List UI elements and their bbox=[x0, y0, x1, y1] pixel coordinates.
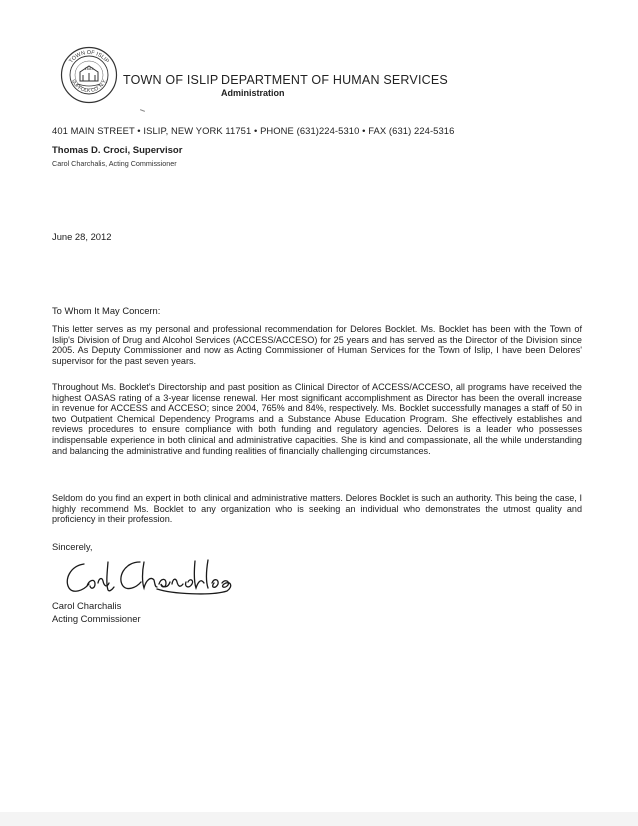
division-name: Administration bbox=[221, 88, 285, 98]
scan-bottom-edge bbox=[0, 812, 638, 826]
body-paragraph-2: Throughout Ms. Bocklet's Directorship and past position as Clinical Director of ACCESS/ACCESO, all programs have received the highest OASAS rating of a 3-year license renewal. Her most significant accomplishment as Director has been the overall increase in revenue for ACCESS and ACCESO; since 2004, 765% and 84%, respectively. Ms. Bocklet successfully manages a staff of 50 in two Outpatient Chemical Dependency Programs and a Substance Abuse Education Program. She effectively establishes and reviews procedures to ensure compliance with both funding and regulatory agencies. Delores is a leader who possesses indispensable experience in both clinical and administrative capacities. She is kind and compassionate, all the while understanding and balancing the administrative and funding realities of financially challenging circumstances. bbox=[52, 382, 582, 456]
scan-mark bbox=[140, 109, 145, 112]
body-paragraph-1: This letter serves as my personal and professional recommendation for Delores Bocklet. Ms. Bocklet has been with the Town of Islip's Division of Drug and Alcohol Services (ACCESS/ACCESO) for 25 years and has served as the Director of the Division since 2005. As Deputy Commissioner and now as Acting Commissioner of Human Services for the Town of Islip, I have been Delores' supervisor for the past seven years. bbox=[52, 324, 582, 366]
salutation: To Whom It May Concern: bbox=[52, 305, 161, 316]
body-paragraph-3: Seldom do you find an expert in both clinical and administrative matters. Delores Bocklet is such an authority. This being the case, I highly recommend Ms. Bocklet to any organization who is seeking an individual who demonstrates the utmost quality and proficiency in their profession. bbox=[52, 493, 582, 525]
signer-title: Acting Commissioner bbox=[52, 613, 141, 624]
letterhead-address: 401 MAIN STREET • ISLIP, NEW YORK 11751 • PHONE (631)224-5310 • FAX (631) 224-5316 bbox=[52, 125, 455, 136]
acting-commissioner-line: Carol Charchalis, Acting Commissioner bbox=[52, 159, 177, 168]
closing: Sincerely, bbox=[52, 541, 93, 552]
town-name: TOWN OF ISLIP bbox=[123, 73, 219, 87]
letter-date: June 28, 2012 bbox=[52, 231, 112, 242]
town-seal-icon bbox=[60, 46, 118, 104]
seal-lettering-top: TOWN OF ISLIP bbox=[68, 49, 110, 65]
department-name: DEPARTMENT OF HUMAN SERVICES bbox=[221, 73, 448, 87]
seal-year: 1683 bbox=[84, 66, 94, 71]
supervisor-line: Thomas D. Croci, Supervisor bbox=[52, 145, 183, 156]
seal-lettering-bottom: SUFFOLK CO. N.Y. bbox=[69, 78, 109, 94]
handwritten-signature bbox=[62, 556, 237, 600]
signer-name: Carol Charchalis bbox=[52, 600, 122, 611]
